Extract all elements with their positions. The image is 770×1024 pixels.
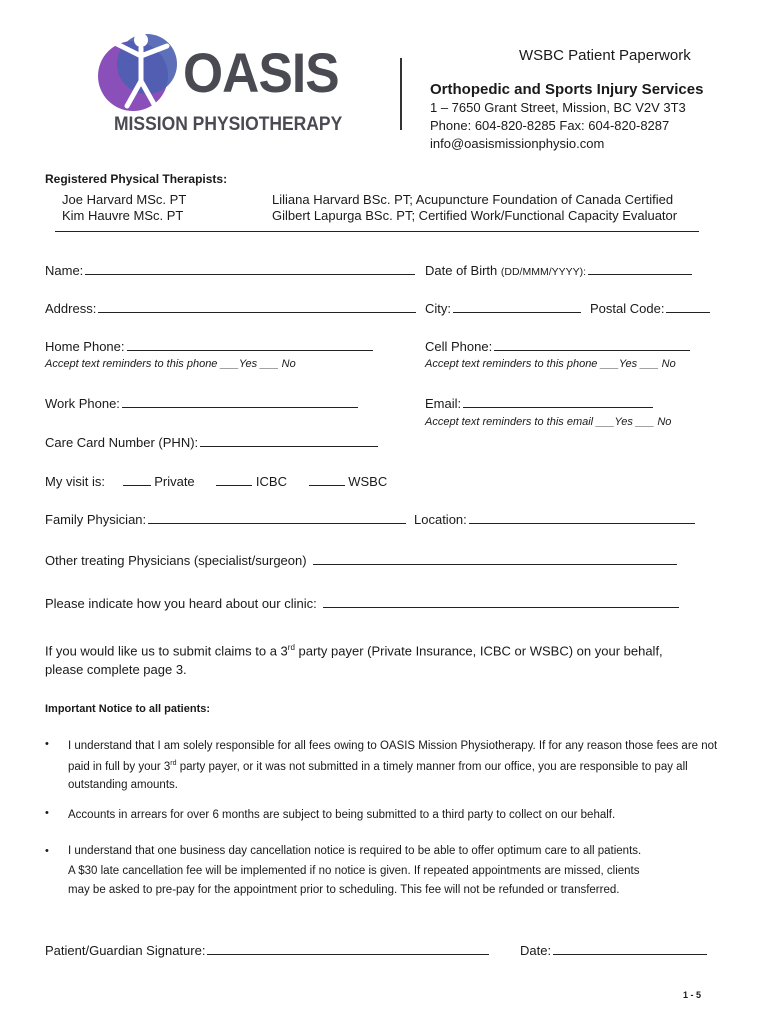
care-card-label: Care Card Number (PHN): — [45, 435, 199, 450]
therapist-name: Joe Harvard MSc. PT — [62, 192, 187, 207]
bullet-icon: • — [45, 738, 49, 750]
home-phone-field[interactable] — [45, 339, 373, 354]
service-title: Orthopedic and Sports Injury Services — [430, 81, 704, 98]
page-number: 1 - 5 — [683, 990, 702, 1000]
dob-label: Date of Birth — [425, 263, 498, 278]
doc-title: WSBC Patient Paperwork — [519, 47, 691, 64]
therapist-name: Kim Hauvre MSc. PT — [62, 208, 184, 223]
other-physicians-label: Other treating Physicians (specialist/surgeon) — [45, 553, 307, 568]
clinic-email: info@oasismissionphysio.com — [430, 136, 605, 151]
oasis-figure-icon — [95, 26, 185, 116]
clinic-address: 1 – 7650 Grant Street, Mission, BC V2V 3T3 — [430, 100, 686, 115]
address-field[interactable] — [45, 301, 416, 316]
cell-phone-label: Cell Phone: — [425, 339, 493, 354]
name-label: Name: — [45, 263, 84, 278]
home-phone-text-reminder[interactable]: Accept text reminders to this phone ___Yes ___ No — [45, 358, 296, 370]
email-field[interactable] — [425, 396, 653, 411]
cell-phone-field[interactable] — [425, 339, 690, 354]
care-card-field[interactable] — [45, 435, 378, 450]
work-phone-label: Work Phone: — [45, 396, 120, 411]
address-label: Address: — [45, 301, 97, 316]
therapist-name: Liliana Harvard BSc. PT; Acupuncture Foundation of Canada Certified — [272, 192, 674, 207]
dob-format: (DD/MMM/YYYY): — [500, 266, 587, 278]
family-physician-label: Family Physician: — [45, 512, 147, 527]
city-label: City: — [425, 301, 451, 316]
date-label: Date: — [520, 943, 552, 958]
city-field[interactable] — [425, 301, 581, 316]
postal-code-field[interactable] — [590, 301, 710, 316]
referral-source-label: Please indicate how you heard about our clinic: — [45, 596, 317, 611]
email-label: Email: — [425, 396, 462, 411]
referral-source-field[interactable] — [45, 596, 679, 611]
notice-item-arrears: Accounts in arrears for over 6 months are subject to being submitted to a third party to collect on our behalf. — [68, 809, 616, 821]
visit-wsbc-option[interactable]: WSBC — [348, 474, 388, 489]
email-text-reminder[interactable]: Accept text reminders to this email ___Yes ___ No — [425, 416, 672, 428]
logo-subtitle: MISSION PHYSIOTHERAPY — [114, 114, 343, 135]
other-physicians-field[interactable] — [45, 553, 677, 568]
bullet-icon: • — [45, 845, 49, 857]
therapists-heading: Registered Physical Therapists: — [45, 172, 228, 186]
third-party-note-line1: If you would like us to submit claims to a 3rd party payer (Private Insurance, ICBC or WSBC) on your behalf, — [45, 643, 663, 659]
location-label: Location: — [414, 512, 467, 527]
notice-heading: Important Notice to all patients: — [45, 703, 211, 715]
therapist-name: Gilbert Lapurga BSc. PT; Certified Work/Functional Capacity Evaluator — [272, 208, 678, 223]
header-divider — [400, 58, 402, 130]
visit-icbc-option[interactable]: ICBC — [255, 474, 287, 489]
third-party-note-line2: please complete page 3. — [45, 662, 187, 677]
name-field[interactable] — [45, 263, 415, 278]
location-field[interactable] — [414, 512, 695, 527]
cell-phone-text-reminder[interactable]: Accept text reminders to this phone ___Yes ___ No — [425, 358, 676, 370]
visit-label: My visit is: — [45, 474, 105, 489]
clinic-phone: Phone: 604-820-8285 Fax: 604-820-8287 — [430, 118, 670, 133]
home-phone-label: Home Phone: — [45, 339, 125, 354]
section-divider — [55, 231, 699, 232]
bullet-icon: • — [45, 807, 49, 819]
family-physician-field[interactable] — [45, 512, 406, 527]
notice-item-cancellation-2: A $30 late cancellation fee will be implemented if no notice is given. If repeated appointments are missed, clients — [68, 865, 640, 877]
visit-type-field[interactable] — [45, 474, 465, 489]
signature-label: Patient/Guardian Signature: — [45, 943, 206, 958]
visit-private-option[interactable]: Private — [154, 474, 195, 489]
notice-item-cancellation: I understand that one business day cancellation notice is required to be able to offer optimum care to all patients. — [68, 845, 642, 857]
clinic-logo — [95, 26, 355, 136]
work-phone-field[interactable] — [45, 396, 358, 411]
logo-word: OASIS — [183, 41, 339, 104]
postal-code-label: Postal Code: — [590, 301, 665, 316]
notice-item-fees: I understand that I am solely responsible for all fees owing to OASIS Mission Physiotherapy. If for any reason those fees are not paid in full by your 3rd party payer, or it was not submitted in a timely manner from our office, you are responsible to pay all outstanding amounts. — [68, 740, 718, 791]
notice-item-cancellation-3: may be asked to pre-pay for the appointment prior to scheduling. This fee will not be refunded or transferred. — [68, 884, 620, 896]
dob-field[interactable] — [425, 263, 692, 278]
signature-field[interactable] — [45, 943, 489, 958]
date-field[interactable] — [520, 943, 707, 958]
